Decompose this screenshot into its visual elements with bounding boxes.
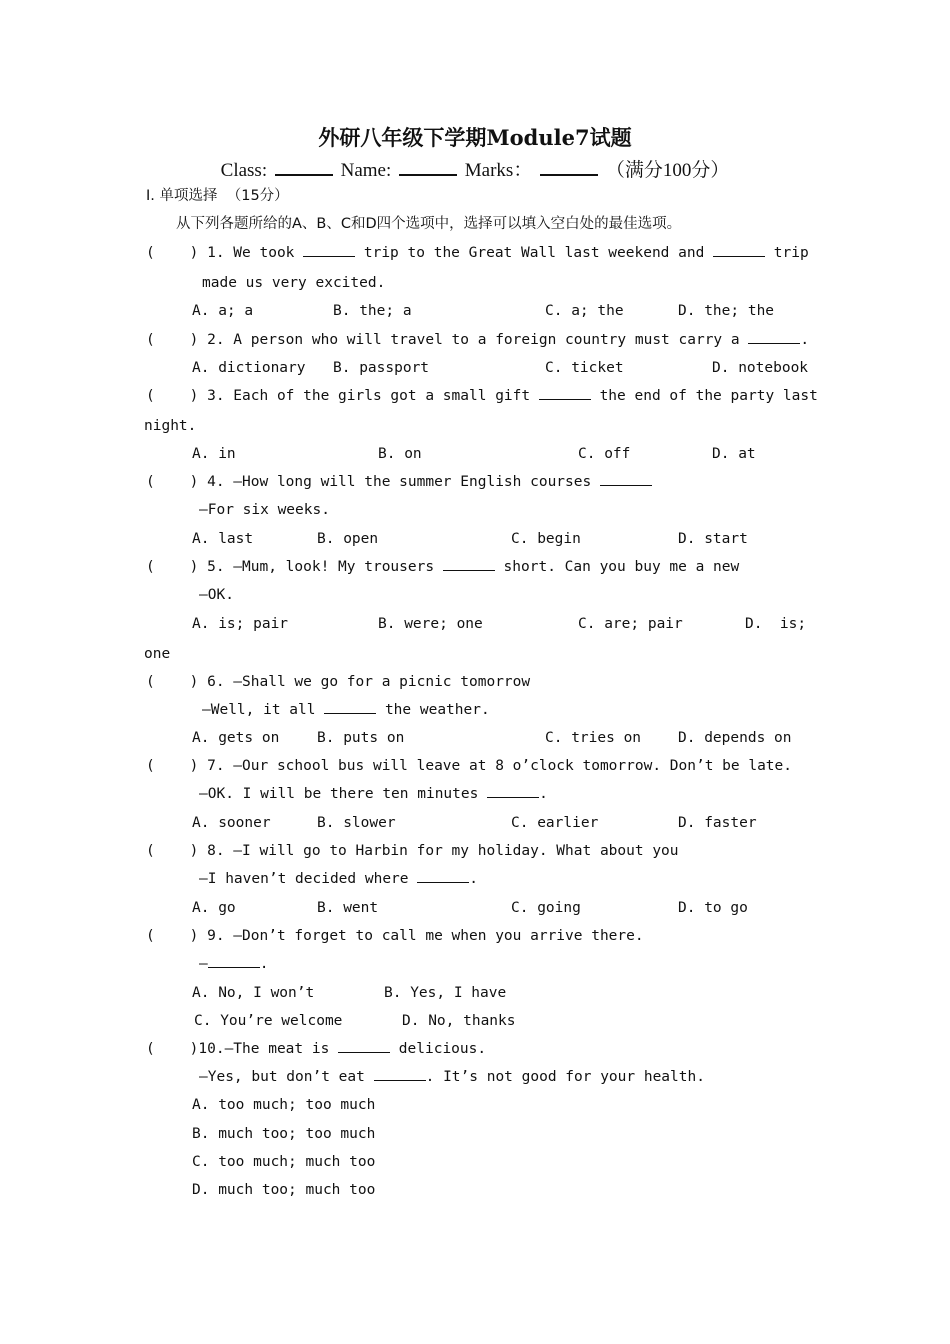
q8-option-a: A. go	[192, 900, 236, 916]
q7-option-b: B. slower	[317, 815, 396, 831]
q6-option-c: C. tries on	[545, 730, 642, 746]
question-3	[146, 386, 818, 406]
section-instruction: 从下列各题所给的A、B、C和D四个选项中，选择可以填入空白处的最佳选项。	[176, 216, 682, 232]
q5-text-b: short. Can you buy me a new	[494, 559, 740, 575]
q8-blank[interactable]	[417, 869, 469, 883]
q9-line-2	[199, 954, 268, 974]
question-1	[146, 243, 809, 263]
q8-line-2	[199, 869, 478, 889]
q9-blank[interactable]	[208, 954, 260, 968]
q3-option-a: A. in	[192, 446, 236, 462]
q10-option-d: D. much too; much too	[192, 1182, 376, 1198]
q3-option-b: B. on	[378, 446, 422, 462]
q2-blank[interactable]	[748, 330, 800, 344]
q10-text-c: —Yes, but don’t eat	[199, 1069, 374, 1085]
q9-text-b: .	[259, 956, 269, 972]
marks-blank[interactable]	[540, 159, 598, 176]
name-label: Name:	[340, 160, 392, 181]
q10-text-b: delicious.	[390, 1041, 487, 1057]
q3-option-c: C. off	[578, 446, 631, 462]
q8-text-a: —I haven’t decided where	[199, 871, 418, 887]
q1-blank-2[interactable]	[713, 243, 765, 257]
question-5	[146, 557, 739, 577]
q10-text-a: ( )10.—The meat is	[146, 1041, 339, 1057]
q3-text-b: the end of the party last	[590, 388, 818, 404]
q7-option-c: C. earlier	[511, 815, 599, 831]
q7-option-a: A. sooner	[192, 815, 271, 831]
q4-text-a: ( ) 4. —How long will the summer English courses	[146, 474, 600, 490]
q6-option-a: A. gets on	[192, 730, 280, 746]
question-8: ( ) 8. —I will go to Harbin for my holiday. What about you	[146, 843, 679, 859]
q5-option-d: D. is;	[745, 616, 807, 632]
question-10	[146, 1039, 486, 1059]
q6-text-b: the weather.	[376, 702, 490, 718]
q2-option-b: B. passport	[333, 360, 430, 376]
q5-line-2: —OK.	[199, 587, 234, 603]
name-blank[interactable]	[399, 159, 457, 176]
q4-line-2: —For six weeks.	[199, 502, 330, 518]
q7-blank[interactable]	[487, 784, 539, 798]
q2-option-d: D. notebook	[712, 360, 809, 376]
q10-option-a: A. too much; too much	[192, 1097, 376, 1113]
q8-option-c: C. going	[511, 900, 581, 916]
q6-blank[interactable]	[324, 700, 376, 714]
q1-text-a: ( ) 1. We took	[146, 245, 304, 261]
q5-blank[interactable]	[443, 557, 495, 571]
q5-line-3: one	[144, 646, 171, 662]
q3-line-2: night.	[144, 418, 197, 434]
q3-blank[interactable]	[539, 386, 591, 400]
q8-option-b: B. went	[317, 900, 379, 916]
q1-text-c: trip	[765, 245, 809, 261]
q4-option-d: D. start	[678, 531, 748, 547]
q9-text-a: —	[199, 956, 208, 972]
q6-line-2	[202, 700, 490, 720]
q2-text-a: ( ) 2. A person who will travel to a foreign country must carry a	[146, 332, 749, 348]
q7-line-2	[199, 784, 548, 804]
q8-text-b: .	[469, 871, 478, 887]
q8-option-d: D. to go	[678, 900, 748, 916]
question-9: ( ) 9. —Don’t forget to call me when you arrive there.	[146, 928, 644, 944]
q6-option-d: D. depends on	[678, 730, 792, 746]
q1-blank-1[interactable]	[303, 243, 355, 257]
q2-text-b: .	[800, 332, 810, 348]
q10-option-c: C. too much; much too	[192, 1154, 376, 1170]
q7-text-a: —OK. I will be there ten minutes	[199, 786, 488, 802]
q6-text-a: —Well, it all	[202, 702, 325, 718]
q2-option-c: C. ticket	[545, 360, 624, 376]
q3-option-d: D. at	[712, 446, 756, 462]
q9-option-a: A. No, I won’t	[192, 985, 315, 1001]
q5-option-a: A. is; pair	[192, 616, 289, 632]
q7-text-b: .	[539, 786, 548, 802]
class-blank[interactable]	[275, 159, 333, 176]
q1-option-b: B. the; a	[333, 303, 412, 319]
class-label: Class:	[220, 160, 268, 181]
q9-option-c: C. You’re welcome	[194, 1013, 343, 1029]
q10-line-2	[199, 1067, 705, 1087]
student-info-line	[0, 155, 950, 182]
q10-text-d: . It’s not good for your health.	[425, 1069, 705, 1085]
question-4	[146, 472, 652, 492]
marks-label: Marks：	[464, 160, 533, 181]
q3-text-a: ( ) 3. Each of the girls got a small gift	[146, 388, 539, 404]
q5-option-c: C. are; pair	[578, 616, 683, 632]
q4-option-a: A. last	[192, 531, 254, 547]
question-2	[146, 330, 809, 350]
q1-option-c: C. a; the	[545, 303, 624, 319]
q9-option-d: D. No, thanks	[402, 1013, 516, 1029]
q10-option-b: B. much too; too much	[192, 1126, 376, 1142]
q2-option-a: A. dictionary	[192, 360, 306, 376]
q1-option-a: A. a; a	[192, 303, 254, 319]
section-heading: Ⅰ. 单项选择 （15分）	[146, 188, 289, 204]
q9-option-b: B. Yes, I have	[384, 985, 507, 1001]
question-7: ( ) 7. —Our school bus will leave at 8 o’clock tomorrow. Don’t be late.	[146, 758, 793, 774]
page-title: 外研八年级下学期Module7试题	[318, 125, 632, 150]
q10-blank-1[interactable]	[338, 1039, 390, 1053]
q10-blank-2[interactable]	[374, 1067, 426, 1081]
q7-option-d: D. faster	[678, 815, 757, 831]
q6-option-b: B. puts on	[317, 730, 405, 746]
full-marks: （满分100分）	[605, 160, 730, 181]
q1-line-2: made us very excited.	[202, 275, 386, 291]
question-6: ( ) 6. —Shall we go for a picnic tomorrow	[146, 674, 531, 690]
q1-option-d: D. the; the	[678, 303, 775, 319]
q5-option-b: B. were; one	[378, 616, 483, 632]
q5-text-a: ( ) 5. —Mum, look! My trousers	[146, 559, 443, 575]
q4-option-b: B. open	[317, 531, 379, 547]
q1-text-b: trip to the Great Wall last weekend and	[355, 245, 714, 261]
q4-option-c: C. begin	[511, 531, 581, 547]
q4-blank[interactable]	[600, 472, 652, 486]
